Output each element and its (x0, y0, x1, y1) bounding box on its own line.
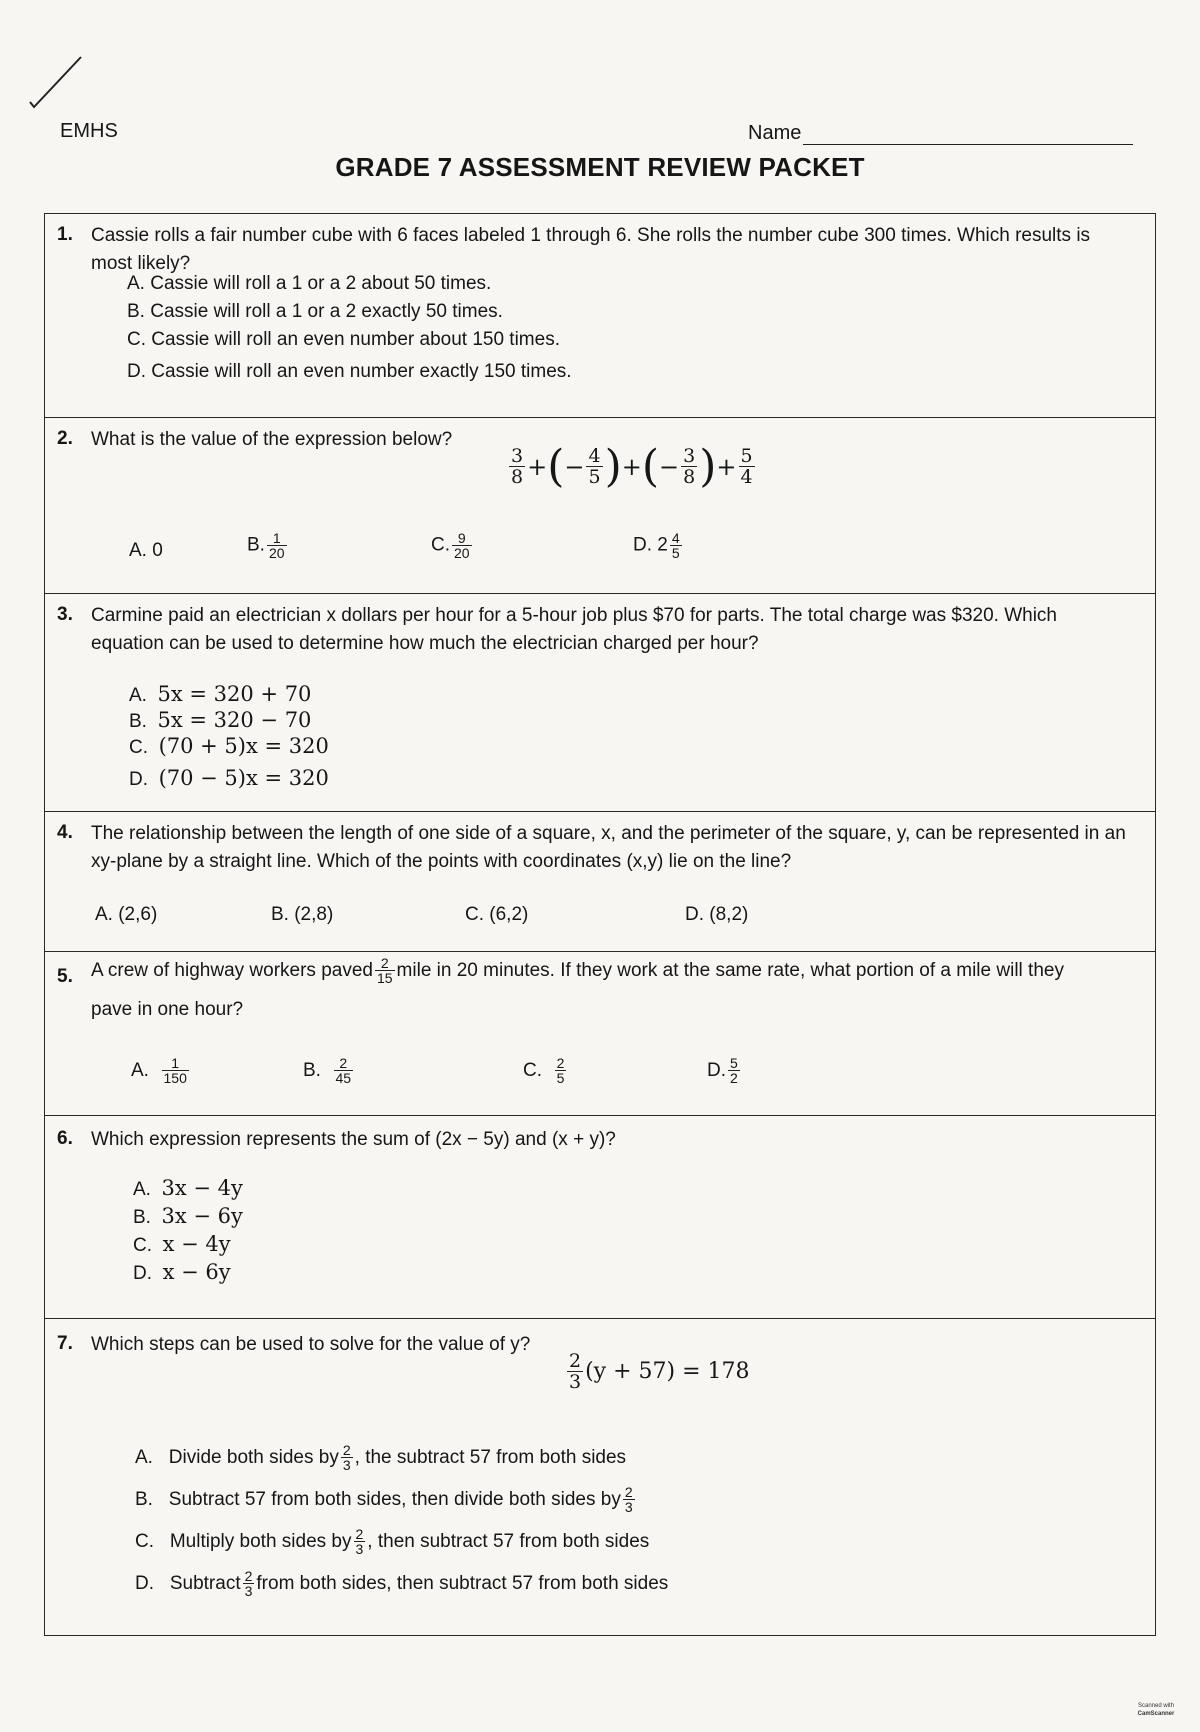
option-a[interactable]: A. 3x − 4y (133, 1176, 243, 1200)
option-c[interactable]: C. Cassie will roll an even number about 150 times. (127, 329, 560, 350)
page-title: GRADE 7 ASSESSMENT REVIEW PACKET (335, 152, 865, 182)
fraction-term-2: $\frac{4}{5}$ (588, 445, 601, 488)
question-7 (44, 1318, 1156, 1636)
fraction-term-4: $\frac{5}{4}$ (740, 445, 753, 488)
option-b[interactable]: B. Subtract 57 from both sides, then divide both sides by $\frac{2}{3}$ (135, 1484, 633, 1515)
question-number: 4. (57, 822, 73, 843)
option-c[interactable]: C. x − 4y (133, 1232, 231, 1256)
question-text: Which expression represents the sum of (2x − 5y) and (x + y)? (91, 1129, 616, 1150)
question-number: 3. (57, 604, 73, 625)
question-number: 5. (57, 966, 73, 987)
name-field[interactable] (748, 122, 1133, 145)
name-blank-line[interactable] (803, 124, 1133, 145)
question-number: 2. (57, 428, 73, 449)
question-text: Cassie rolls a fair number cube with 6 faces labeled 1 through 6. She rolls the number cube 300 times. Which results is most likely? (91, 225, 1091, 274)
option-c[interactable]: C. Multiply both sides by $\frac{2}{3}$ , then subtract 57 from both sides (135, 1526, 650, 1557)
question-3 (44, 593, 1156, 811)
question-number: 6. (57, 1128, 73, 1149)
fraction-term-3: $\frac{3}{8}$ (683, 445, 696, 488)
option-c[interactable]: C. (70 + 5)x = 320 (129, 734, 329, 758)
expression: $\frac{3}{8}$ + ( − $\frac{4}{5}$ ) + ( − $\frac{3}{8}$ ) + $\frac{5}{4}$ (511, 440, 753, 492)
question-4 (44, 811, 1156, 951)
option-d[interactable]: D. 2 $\frac{4}{5}$ (633, 530, 680, 561)
option-b[interactable]: B. (2,8) (271, 904, 334, 925)
option-d[interactable]: D. (70 − 5)x = 320 (129, 766, 329, 790)
option-a[interactable]: A. (2,6) (95, 904, 158, 925)
option-c[interactable]: C. (6,2) (465, 904, 529, 925)
check-mark (26, 52, 86, 112)
option-d[interactable]: D. (8,2) (685, 904, 749, 925)
option-d[interactable]: D. Cassie will roll an even number exactly 150 times. (127, 361, 572, 382)
question-1 (44, 213, 1156, 417)
option-b[interactable]: B. Cassie will roll a 1 or a 2 exactly 50 times. (127, 301, 503, 322)
fraction-term-1: $\frac{3}{8}$ (511, 445, 524, 488)
name-label: Name (748, 122, 802, 144)
option-a[interactable]: A. 5x = 320 + 70 (129, 682, 312, 706)
question-2 (44, 417, 1156, 593)
question-6 (44, 1115, 1156, 1318)
question-text: What is the value of the expression below? (91, 429, 453, 450)
option-a[interactable]: A. $\frac{1}{150}$ (131, 1055, 187, 1086)
question-number: 1. (57, 224, 73, 245)
question-number: 7. (57, 1333, 73, 1354)
option-c[interactable]: C. $\frac{2}{5}$ (523, 1055, 565, 1086)
question-text: Which steps can be used to solve for the value of y? (91, 1334, 531, 1355)
school-label: EMHS (60, 120, 118, 142)
option-a[interactable]: A. Cassie will roll a 1 or a 2 about 50 times. (127, 273, 492, 294)
option-b[interactable]: B. $\frac{1}{20}$ (247, 530, 285, 561)
question-text: A crew of highway workers paved $\frac{2}{15}$ mile in 20 minutes. If they work at the same rate, what portion of a mile will they (91, 955, 1064, 986)
option-d[interactable]: D. x − 6y (133, 1260, 231, 1284)
option-a[interactable]: A. 0 (129, 540, 163, 561)
option-b[interactable]: B. 5x = 320 − 70 (129, 708, 312, 732)
option-d[interactable]: D. $\frac{5}{2}$ (707, 1055, 738, 1086)
equation: $\frac{2}{3}$ (y + 57) = 178 (569, 1350, 750, 1393)
option-c[interactable]: C. $\frac{9}{20}$ (431, 530, 470, 561)
question-5 (44, 951, 1156, 1115)
option-a[interactable]: A. Divide both sides by $\frac{2}{3}$ , the subtract 57 from both sides (135, 1442, 627, 1473)
question-text: The relationship between the length of one side of a square, x, and the perimeter of the square, y, can be represented in an xy-plane by a straight line. Which of the points with coordinates (x,y) lie on the line? (91, 823, 1126, 872)
option-d[interactable]: D. Subtract $\frac{2}{3}$ from both sides, then subtract 57 from both sides (135, 1568, 669, 1599)
question-text-line2: pave in one hour? (91, 999, 244, 1020)
scanner-watermark: Scanned with CamScanner (1137, 1703, 1175, 1717)
option-b[interactable]: B. 3x − 6y (133, 1204, 243, 1228)
option-b[interactable]: B. $\frac{2}{45}$ (303, 1055, 352, 1086)
question-text: Carmine paid an electrician x dollars per hour for a 5-hour job plus $70 for parts. The total charge was $320. Which equation can be used to determine how much the electrician charged per hour? (91, 605, 1057, 654)
